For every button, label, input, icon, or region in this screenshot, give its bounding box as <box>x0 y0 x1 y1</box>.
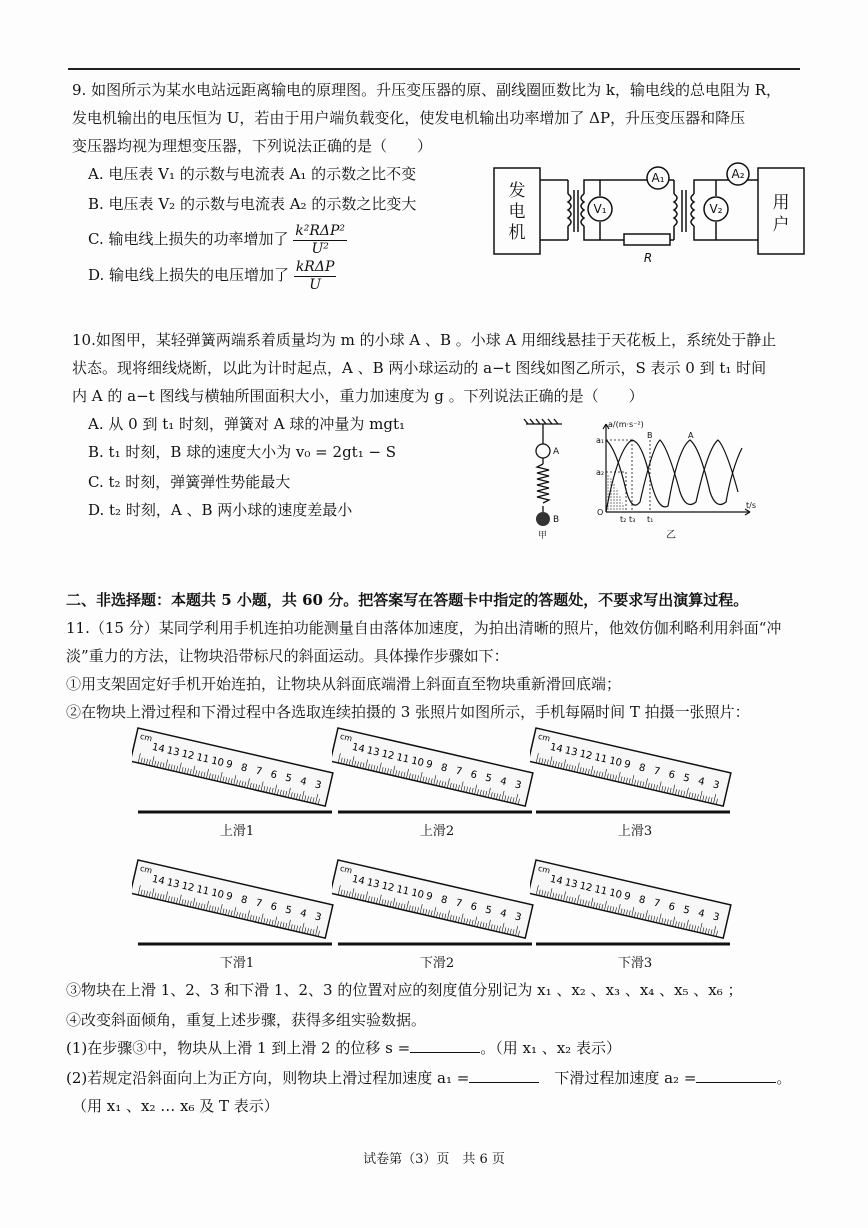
ruler-tick-label: 5 <box>484 904 493 917</box>
q11-subquestion-2 <box>66 1068 791 1088</box>
ruler-tick-label: 12 <box>380 748 396 763</box>
q9-option-d-denominator: U <box>309 276 321 293</box>
ruler-tick-label: 11 <box>195 884 211 898</box>
q9-circuit-diagram <box>488 160 808 270</box>
ruler-tick-label: 8 <box>439 894 449 907</box>
q9-option-d-fraction <box>294 259 337 294</box>
ruler-tick-label: 13 <box>165 745 181 759</box>
ball-b-label: B <box>553 515 560 525</box>
q10-option-c: C. t₂ 时刻，弹簧弹性势能最大 <box>88 473 291 491</box>
q10-option-a: A. 从 0 到 t₁ 时刻，弹簧对 A 球的冲量为 mgt₁ <box>88 415 406 433</box>
generator-char-3: 机 <box>508 223 526 243</box>
q10-stem-line-1: 10.如图甲，某轻弹簧两端系着质量均为 m 的小球 A 、B 。小球 A 用细线悬挂于天花板上，系统处于静止 <box>72 331 777 349</box>
ruler-tick-label: 10 <box>210 755 225 770</box>
graph-y-axis-label: a/(m·s⁻²) <box>608 420 644 429</box>
header-rule <box>68 68 800 70</box>
ruler-tick-label: 8 <box>239 762 249 775</box>
ruler-tick-label: 3 <box>711 911 721 924</box>
ruler-unit-label: cm <box>139 731 154 744</box>
q9-option-c-numerator: k²RΔP² <box>295 222 346 239</box>
t1-tick-label: t₁ <box>647 515 654 524</box>
generator-char-2: 电 <box>508 202 526 222</box>
ruler-tick-label: 5 <box>682 904 691 917</box>
q9-option-c-denominator: U² <box>311 240 329 257</box>
fig-jia-caption: 甲 <box>538 531 548 541</box>
q11-sub2-prefix: (2)若规定沿斜面向上为正方向，则物块上滑过程加速度 a₁ = <box>66 1069 470 1087</box>
ruler-tick-label: 7 <box>652 765 662 778</box>
ruler-tick-label: 8 <box>439 762 449 775</box>
ruler-tick-label: 3 <box>513 911 523 924</box>
ruler-photo <box>530 724 740 824</box>
ruler-tick-label: 13 <box>563 877 579 891</box>
page-footer: 试卷第（3）页 共 6 页 <box>363 1152 505 1167</box>
ruler-tick-label: 12 <box>578 748 594 763</box>
ruler-tick-label: 12 <box>578 880 594 895</box>
ruler-tick-label: 4 <box>298 775 308 789</box>
ruler-tick-label: 12 <box>380 880 396 895</box>
q9-stem-line-1: 9. 如图所示为某水电站远距离输电的原理图。升压变压器的原、副线圈匝数比为 k，输电线的总电阻为 R， <box>72 81 782 99</box>
user-char-2: 户 <box>772 215 790 235</box>
ruler-photo <box>332 724 542 824</box>
ruler-tick-label: 4 <box>696 907 706 921</box>
ruler-tick-label: 7 <box>254 897 264 910</box>
ruler-tick-label: 12 <box>180 880 196 895</box>
ruler-tick-label: 10 <box>210 887 225 902</box>
q10-figure-yi-graph <box>592 418 762 542</box>
ruler-tick-label: 10 <box>608 755 623 770</box>
ammeter-a1-label: A₁ <box>651 171 665 185</box>
ruler-photo <box>132 724 342 824</box>
q9-stem-line-3: 变压器均视为理想变压器，下列说法正确的是（ ） <box>72 137 433 155</box>
t2-tick-label: t₂ <box>620 515 627 524</box>
ruler-photo-caption: 上滑2 <box>419 824 455 839</box>
ruler-photo <box>332 856 542 956</box>
curve-a-label: A <box>688 431 694 440</box>
ruler-tick-label: 6 <box>667 769 676 782</box>
ruler-tick-label: 7 <box>652 897 662 910</box>
ruler-tick-label: 11 <box>395 752 411 766</box>
ruler-tick-label: 9 <box>224 890 234 904</box>
ruler-photo-caption: 下滑1 <box>219 956 255 971</box>
q11-sub1-answer-blank[interactable] <box>410 1038 480 1053</box>
ruler-tick-label: 10 <box>410 887 425 902</box>
ruler-tick-label: 6 <box>269 769 278 782</box>
q9-option-d-text: D. 输电线上损失的电压增加了 <box>88 266 290 284</box>
ammeter-a2-label: A₂ <box>731 167 745 181</box>
q9-option-c <box>88 220 347 258</box>
ruler-unit-label: cm <box>339 731 354 744</box>
q11-sub2-end: 。 <box>776 1069 792 1087</box>
ruler-tick-label: 8 <box>239 894 249 907</box>
q11-subquestion-2-note: （用 x₁ 、x₂ … x₆ 及 T 表示） <box>72 1097 279 1115</box>
ruler-unit-label: cm <box>537 731 552 744</box>
q11-subquestion-1 <box>66 1038 621 1058</box>
ruler-tick-label: 11 <box>593 752 609 766</box>
q11-sub2-mid: 下滑过程加速度 a₂ = <box>554 1069 697 1087</box>
ruler-photo <box>132 856 342 956</box>
curve-b <box>606 440 742 512</box>
q10-figure-jia <box>516 418 576 542</box>
t3-tick-label: t₃ <box>629 515 636 524</box>
q11-sub2-a1-blank[interactable] <box>469 1068 539 1083</box>
ruler-photo-caption: 上滑1 <box>219 824 255 839</box>
ruler-tick-label: 13 <box>563 745 579 759</box>
ruler-tick-label: 8 <box>637 894 647 907</box>
q10-option-d: D. t₂ 时刻，A 、B 两小球的速度差最小 <box>88 501 353 519</box>
ruler-tick-label: 6 <box>469 901 478 914</box>
ruler-tick-label: 13 <box>365 745 381 759</box>
ruler-photo-caption: 上滑3 <box>617 824 653 839</box>
q9-stem-line-2: 发电机输出的电压恒为 U，若由于用户端负载变化，使发电机输出功率增加了 ΔP，升压变压器和降压 <box>72 109 746 127</box>
q11-step-4: ④改变斜面倾角，重复上述步骤，获得多组实验数据。 <box>66 1011 427 1029</box>
q11-stem-line-2: 淡”重力的方法，让物块沿带标尺的斜面运动。具体操作步骤如下： <box>66 647 509 665</box>
ruler-tick-label: 6 <box>269 901 278 914</box>
generator-char-1: 发 <box>508 181 526 201</box>
ruler-tick-label: 10 <box>410 755 425 770</box>
ruler-tick-label: 9 <box>224 758 234 772</box>
resistor-r-label: R <box>643 251 653 265</box>
ruler-photo-caption: 下滑3 <box>617 956 653 971</box>
q9-option-c-fraction <box>293 223 347 258</box>
fig-yi-caption: 乙 <box>666 530 676 541</box>
ruler-tick-label: 9 <box>424 758 434 772</box>
ruler-tick-label: 4 <box>298 907 308 921</box>
voltmeter-v1-label: V₁ <box>593 202 607 216</box>
ruler-tick-label: 11 <box>195 752 211 766</box>
ruler-tick-label: 14 <box>350 741 366 756</box>
ruler-photo <box>530 856 740 956</box>
ruler-tick-label: 7 <box>454 897 464 910</box>
q9-option-d-numerator: kRΔP <box>295 258 335 275</box>
a2-tick-label: a₂ <box>596 468 605 477</box>
ruler-tick-label: 6 <box>667 901 676 914</box>
q11-sub2-a2-blank[interactable] <box>696 1068 776 1083</box>
a1-tick-label: a₁ <box>596 436 605 445</box>
q11-step-2: ②在物块上滑过程和下滑过程中各选取连续拍摄的 3 张照片如图所示，手机每隔时间 T 拍摄一张照片： <box>66 703 750 721</box>
ruler-tick-label: 4 <box>498 775 508 789</box>
ruler-tick-label: 4 <box>696 775 706 789</box>
ruler-tick-label: 3 <box>513 779 523 792</box>
ruler-tick-label: 5 <box>484 772 493 785</box>
ruler-tick-label: 13 <box>165 877 181 891</box>
ruler-tick-label: 9 <box>622 758 632 772</box>
ruler-tick-label: 11 <box>593 884 609 898</box>
ruler-tick-label: 6 <box>469 769 478 782</box>
ruler-tick-label: 3 <box>313 779 323 792</box>
graph-x-axis-label: t/s <box>746 501 756 510</box>
section-2-heading: 二、非选择题：本题共 5 小题，共 60 分。把答案写在答题卡中指定的答题处，不要求写出演算过程。 <box>66 591 749 609</box>
q11-sub1-prefix: (1)在步骤③中，物块从上滑 1 到上滑 2 的位移 s = <box>66 1039 411 1057</box>
ruler-tick-label: 3 <box>313 911 323 924</box>
ruler-tick-label: 4 <box>498 907 508 921</box>
origin-label: O <box>597 508 604 517</box>
ruler-tick-label: 12 <box>180 748 196 763</box>
ruler-photo-caption: 下滑2 <box>419 956 455 971</box>
q11-step-3: ③物块在上滑 1、2、3 和下滑 1、2、3 的位置对应的刻度值分别记为 x₁ 、x₂ 、x₃ 、x₄ 、x₅ 、x₆ ； <box>66 981 743 999</box>
ruler-tick-label: 3 <box>711 779 721 792</box>
ruler-tick-label: 5 <box>682 772 691 785</box>
user-char-1: 用 <box>772 193 790 213</box>
ruler-tick-label: 5 <box>284 904 293 917</box>
ruler-tick-label: 8 <box>637 762 647 775</box>
ruler-tick-label: 14 <box>150 873 166 888</box>
ruler-tick-label: 9 <box>622 890 632 904</box>
ruler-tick-label: 7 <box>454 765 464 778</box>
q9-option-b: B. 电压表 V₂ 的示数与电流表 A₂ 的示数之比变大 <box>88 195 417 213</box>
ruler-tick-label: 14 <box>150 741 166 756</box>
q10-option-b: B. t₁ 时刻，B 球的速度大小为 v₀ = 2gt₁ − S <box>88 443 397 461</box>
voltmeter-v2-label: V₂ <box>709 202 723 216</box>
ruler-tick-label: 5 <box>284 772 293 785</box>
ruler-tick-label: 14 <box>548 873 564 888</box>
q9-option-c-text: C. 输电线上损失的功率增加了 <box>88 230 289 248</box>
q10-stem-line-2: 状态。现将细线烧断，以此为计时起点，A 、B 两小球运动的 a−t 图线如图乙所示，S 表示 0 到 t₁ 时间 <box>72 359 767 377</box>
ruler-unit-label: cm <box>139 863 154 876</box>
q11-stem-line-1: 11.（15 分）某同学利用手机连拍功能测量自由落体加速度，为拍出清晰的照片，他效仿伽利略利用斜面“冲 <box>66 619 782 637</box>
ruler-tick-label: 13 <box>365 877 381 891</box>
ruler-tick-label: 7 <box>254 765 264 778</box>
ball-a-label: A <box>553 447 560 457</box>
ball-b <box>536 512 550 526</box>
ruler-tick-label: 9 <box>424 890 434 904</box>
ruler-tick-label: 14 <box>548 741 564 756</box>
q11-step-1: ①用支架固定好手机开始连拍，让物块从斜面底端滑上斜面直至物块重新滑回底端； <box>66 675 622 693</box>
ruler-unit-label: cm <box>537 863 552 876</box>
curve-b-label: B <box>647 431 653 440</box>
q9-option-a: A. 电压表 V₁ 的示数与电流表 A₁ 的示数之比不变 <box>88 165 417 183</box>
q9-option-d <box>88 256 336 294</box>
ruler-unit-label: cm <box>339 863 354 876</box>
ruler-tick-label: 10 <box>608 887 623 902</box>
ruler-tick-label: 14 <box>350 873 366 888</box>
q10-stem-line-3: 内 A 的 a−t 图线与横轴所围面积大小，重力加速度为 g 。下列说法正确的是（ ） <box>72 387 644 405</box>
q11-sub1-suffix: 。（用 x₁ 、x₂ 表示） <box>480 1039 621 1057</box>
ruler-tick-label: 11 <box>395 884 411 898</box>
